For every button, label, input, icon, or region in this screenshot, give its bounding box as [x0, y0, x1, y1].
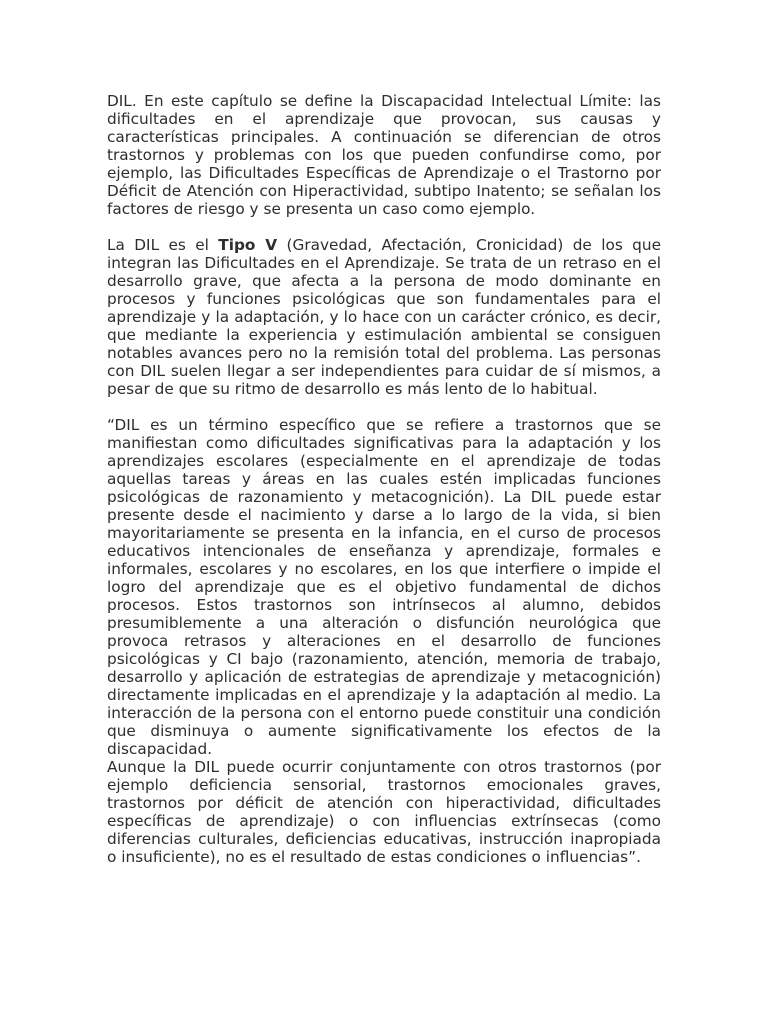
paragraph-definition-start: La DIL es el	[107, 236, 219, 254]
paragraph-quote-continuation: Aunque la DIL puede ocurrir conjuntamente con otros trastornos (por ejemplo deficiencia sensorial, trastornos emocionales graves, trastornos por déficit de atención con hiperactividad, dificultades específicas de aprendizaje) o con influencias extrínsecas (como diferencias culturales, deficiencias educativas, instrucción inapropiada o insuficiente), no es el resultado de estas condiciones o influencias”.	[107, 758, 661, 866]
paragraph-quote: “DIL es un término específico que se refiere a trastornos que se manifiestan como dificultades significativas para la adaptación y los aprendizajes escolares (especialmente en el aprendizaje de todas aquellas tareas y áreas en las cuales estén implicadas funciones psicológicas de razonamiento y metacognición). La DIL puede estar presente desde el nacimiento y darse a lo largo de la vida, si bien mayoritariamente se presenta en la infancia, en el curso de procesos educativos intencionales de enseñanza y aprendizaje, formales e informales, escolares y no escolares, en los que interfiere o impide el logro del aprendizaje que es el objetivo fundamental de dichos procesos. Estos trastornos son intrínsecos al alumno, debidos presumiblemente a una alteración o disfunción neurológica que provoca retrasos y alteraciones en el desarrollo de funciones psicológicas y CI bajo (razonamiento, atención, memoria de trabajo, desarrollo y aplicación de estrategias de aprendizaje y metacognición) directamente implicadas en el aprendizaje y la adaptación al medio. La interacción de la persona con el entorno puede constituir una condición que disminuya o aumente significativamente los efectos de la discapacidad.	[107, 416, 661, 758]
paragraph-intro: DIL. En este capítulo se define la Discapacidad Intelectual Límite: las dificultades en el aprendizaje que provocan, sus causas y características principales. A continuación se diferencian de otros trastornos y problemas con los que pueden confundirse como, por ejemplo, las Dificultades Específicas de Aprendizaje o el Trastorno por Déficit de Atención con Hiperactividad, subtipo Inatento; se señalan los factores de riesgo y se presenta un caso como ejemplo.	[107, 92, 661, 218]
paragraph-definition-bold: Tipo V	[218, 236, 278, 254]
paragraph-definition	[107, 236, 661, 398]
paragraph-definition-end: (Gravedad, Afectación, Cronicidad) de los que integran las Dificultades en el Aprendizaje. Se trata de un retraso en el desarrollo grave, que afecta a la persona de modo dominante en procesos y funciones psicológicas que son fundamentales para el aprendizaje y la adaptación, y lo hace con un carácter crónico, es decir, que mediante la experiencia y estimulación ambiental se consiguen notables avances pero no la remisión total del problema. Las personas con DIL suelen llegar a ser independientes para cuidar de sí mismos, a pesar de que su ritmo de desarrollo es más lento de lo habitual.	[107, 236, 661, 398]
document-body	[107, 92, 661, 866]
